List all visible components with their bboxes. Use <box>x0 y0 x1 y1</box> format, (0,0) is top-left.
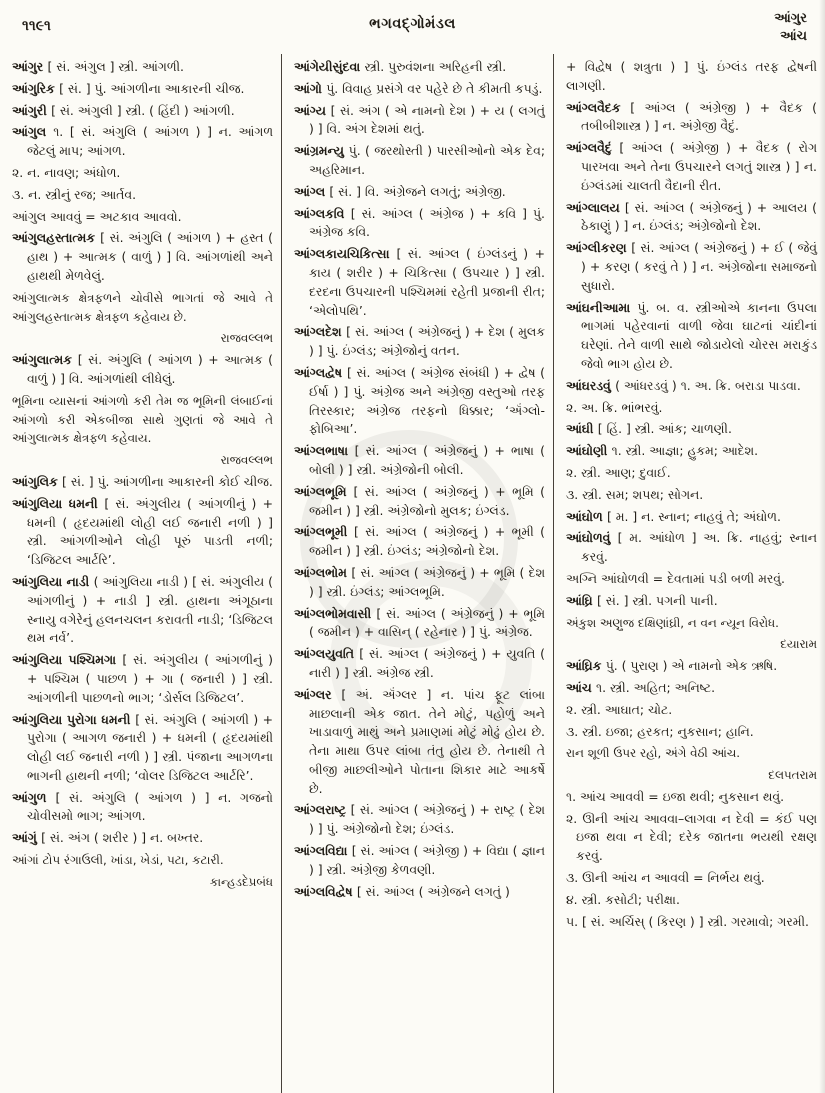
dictionary-entry: આંગ્લીકરણ [ સં. આંગ્લ ( અંગ્રેજનું ) + ઈ ( જેવું ) + કરણ ( કરવું તે ) ] ન. અંગ્રેજોના સમાજનો સુધારો. <box>566 240 817 293</box>
headword: આંગ્લભૂમિ <box>294 483 354 499</box>
dictionary-entry: આંગુલિયા નાડી ( આંગુલિયા નાડી ) [ સં. અંગુલીય ( આંગળીનું ) + નાડી ] સ્ત્રી. હાથના અંગૂઠાના સ્નાયુ વગેરેનું હલનચલન કરાવતી નાડી; ‘ડિજિટલ થમ નર્વ’. <box>12 573 274 646</box>
headword: આંગ્લકવિ <box>294 205 351 221</box>
dictionary-entry: આંગુલિયા ધમની [ સં. અંગુલીય ( આંગળીનું ) + ધમની ( હૃદયમાંથી લોહી લઈ જનારી નળી ) ] સ્ત્રી. આંગળીઓને લોહી પૂરું પાડતી નળી; ‘ડિજિટલ આર્ટરિ’. <box>12 495 273 568</box>
dictionary-entry: આંગ્લરાષ્ટ્ર [ સં. આંગ્લ ( અંગ્રેજનું ) + રાષ્ટ્ર ( દેશ ) ] પું. અંગ્રેજોનો દેશ; ઇંગ્લંડ. <box>294 802 545 837</box>
entry-sense: ૩. સ્ત્રી. ઇજા; હરકત; નુકસાન; હાનિ. <box>566 723 754 739</box>
entry-sense: ૨. ન. નાવણ; અંધોળ. <box>12 164 121 180</box>
dictionary-entry: આંઘી [ હિં. ] સ્ત્રી. આંક; ચાળણી. <box>566 421 732 437</box>
dictionary-columns <box>0 54 825 1093</box>
dictionary-entry: આંગ્લવૈદું [ આંગ્લ ( અંગ્રેજી ) + વૈદક ( રોગ પારખવા અને તેના ઉપચારને લગતું શાસ્ત્ર ) ] ન. ઇંગ્લંડમાં ચાલતી વૈદાની રીત. <box>566 140 818 193</box>
entry-sense: ૪. સ્ત્રી. કસોટી; પરીક્ષા. <box>566 891 680 907</box>
dictionary-entry: આંગ્લર [ અં. ઍંગ્લર ] ન. પાંચ ફૂટ લાંબા માછલાની એક જાત. તેને મોટું, પહોળું અને ખાડાવાળું માથું અને પ્રમાણમાં મોટું મોઢું હોય છે. તેના માથા ઉપર લાંબા તંતુ હોય છે. તેનાથી તે બીજી માછલીઓને પોતાના શિકાર માટે આકર્ષે છે. <box>294 686 545 796</box>
dictionary-entry: આંગ્લાલય [ સં. આંગ્લ ( અંગ્રેજનું ) + આલય ( ઠેકાણું ) ] ન. ઇંગ્લંડ; અંગ્રેજોનો દેશ. <box>566 199 817 234</box>
dictionary-entry: આંગ્લદ્વેષ [ સં. આંગ્લ ( અંગ્રેજ સંબંધી ) + દ્વેષ ( ઈર્ષા ) ] પું. અંગ્રેજ અને અંગ્રેજી વસ્તુઓ તરફ તિરસ્કાર; અંગ્રેજ તરફનો ધિક્કાર; ‘ઍંગ્લો-ફોબિઆ’. <box>294 364 545 437</box>
dictionary-entry: આંગ્ય [ સં. અંગ ( એ નામનો દેશ ) + ય ( લગતું ) ] વિ. અંગ દેશમાં થતું. <box>294 102 545 137</box>
headword: આંગુલિયા પશ્ચિમગા <box>12 652 123 668</box>
headword: આંગ્લવૈદક <box>566 99 631 115</box>
entry-sense: ૩. ન. સ્ત્રીનું રજ; આર્તવ. <box>12 186 137 202</box>
dictionary-entry: આંગ્લભૂમી [ સં. આંગ્લ ( અંગ્રેજનું ) + ભૂમી ( જમીન ) ] સ્ત્રી. ઇંગ્લંડ; અંગ્રેજોનો દેશ. <box>294 524 545 559</box>
entry-attribution: રાજવલ્લભ <box>220 331 273 346</box>
dictionary-entry: આંગ્લ [ સં. ] વિ. અંગ્રેજને લગતું; અંગ્રેજી. <box>294 183 506 199</box>
entry-note: આંગુલાત્મક ક્ષેત્રફળને ચોવીસે ભાગતાં જે આવે તે આંગુલહસ્તાત્મક ક્ષેત્રફળ કહેવાય છે. <box>12 290 273 324</box>
dictionary-entry: આંગુલિયા પુરોગા ધમની [ સં. અંગુલિ ( આંગળી ) + પુરોગા ( આગળ જનારી ) + ધમની ( હૃદયમાંથી લોહી લઈ જનારી નળી ) ] સ્ત્રી. પંજાના આગળના ભાગની હાથની નળી; ‘વોલર ડિજિટલ આર્ટરિ’. <box>12 711 273 783</box>
page-header <box>0 8 825 54</box>
headword: આંગ્લભાષા <box>294 443 355 459</box>
headword: આંગુલિક <box>12 473 63 489</box>
headword: આંગ્રમન્યુ <box>294 143 349 159</box>
dictionary-entry: આંગુલાત્મક [ સં. અંગુલિ ( આંગળ ) + આત્મક ( વાળું ) ] વિ. આંગળાંથી લીધેલું. <box>12 352 273 386</box>
headword: આંગુળ <box>12 789 56 805</box>
entry-idiom: અગ્નિ આંઘોળવી = દેવતામાં પડી બળી મરવું. <box>566 570 785 586</box>
dictionary-entry: આંગ્લકાયચિકિત્સા [ સં. આંગ્લ ( ઇંગ્લંડનું ) + કાય ( શરીર ) + ચિકિત્સા ( ઉપચાર ) ] સ્ત્રી. દરદના ઉપચારની પશ્ચિમમાં રહેતી પ્રજાની રીત; ‘એલોપથિ’. <box>294 246 545 318</box>
guide-word-first: આંગુર <box>774 11 807 26</box>
headword: આંગુલાત્મક <box>12 352 78 368</box>
entry-attribution: રાજવલ્લભ <box>220 453 273 468</box>
headword: આંગ્ય <box>294 102 331 118</box>
dictionary-entry: આંગ્લવિદ્યા [ સં. આંગ્લ ( અંગ્રેજી ) + વિદ્યા ( જ્ઞાન ) ] સ્ત્રી. અંગ્રેજી કેળવણી. <box>294 843 545 877</box>
headword: આંગ્લર <box>294 686 342 702</box>
dictionary-entry: આંચ ૧. સ્ત્રી. અહિત; અનિષ્ટ. <box>566 679 716 695</box>
dictionary-entry: આંગુલ ૧. [ સં. અંગુલિ ( આંગળ ) ] ન. આંગળ જેટલું માપ; આંગળ. <box>12 124 273 159</box>
dictionary-entry: આંગુલહસ્તાત્મક [ સં. અંગુલિ ( આંગળ ) + હસ્ત ( હાથ ) + આત્મક ( વાળું ) ] વિ. આંગળાંથી અને હાથથી મેળવેલું. <box>12 230 274 283</box>
entry-quote: અંકુશ અણુજ દક્ષિણાંઘ્રી, ન વન ન્યૂન વિરોધ. <box>566 615 779 630</box>
guide-word-last: આંચ <box>780 29 807 44</box>
dictionary-entry: આંગ્લદેશ [ સં. આંગ્લ ( અંગ્રેજનું ) + દેશ ( મુલક ) ] પું. ઇંગ્લંડ; અંગ્રેજોનું વતન. <box>294 324 545 359</box>
column-left <box>0 54 281 1093</box>
headword: આંઘી <box>566 421 598 437</box>
entry-quote: રાન શૂળી ઉપર રહો, અંગે વેઠી આંચ. <box>566 746 741 761</box>
dictionary-entry: આંગ્રમન્યુ પું. ( જરથોસ્તી ) પારસીઓનો એક દેવ; અહરિમાન. <box>294 143 545 177</box>
dictionary-entry: આંગુર [ સં. અંગુલ ] સ્ત્રી. આંગળી. <box>12 59 184 74</box>
headword: આંગ્લકાયચિકિત્સા <box>294 246 397 262</box>
dictionary-entry: આંગ્લયુવતિ [ સં. આંગ્લ ( અંગ્રેજનું ) + યુવતિ ( નારી ) ] સ્ત્રી. અંગ્રેજ સ્ત્રી. <box>294 646 546 680</box>
entry-idiom: ૨. ઊની આંચ આવવા–લાગવા ન દેવી = કંઈ પણ ઇજા થવા ન દેવી; દરેક જાતના ભયથી રક્ષણ કરવું. <box>566 810 817 864</box>
dictionary-entry: આંગ્લભાષા [ સં. આંગ્લ ( અંગ્રેજનું ) + ભાષા ( બોલી ) ] સ્ત્રી. અંગ્રેજોની બોલી. <box>294 443 545 477</box>
headword: આંગ્લદેશ <box>294 324 347 340</box>
headword: આંગ્લવિદ્વેષ <box>294 883 357 899</box>
entry-idiom: ૩. ઊની આંચ ન આવવી = નિર્ભય થવું. <box>566 870 765 886</box>
dictionary-entry: આંઘ્રિક પું. ( પુરાણ ) એ નામનો એક ઋષિ. <box>566 658 778 674</box>
entry-sense: ૫. [ સં. અર્ચિસ્ ( કિરણ ) ] સ્ત્રી. ગરમાવો; ગરમી. <box>566 913 809 929</box>
dictionary-entry: આંગ્લવિદ્વેષ [ સં. આંગ્લ ( અંગ્રેજને લગતું ) <box>294 883 510 899</box>
dictionary-entry: આંગુલિયા પશ્ચિમગા [ સં. અંગુલીય ( આંગળીનું ) + પશ્ચિમ ( પાછળ ) + ગા ( જનારી ) ] સ્ત્રી. આંગળીની પાછળનો ભાગ; ‘ડોર્સલ ડિજિટલ’. <box>12 652 273 705</box>
dictionary-entry: આંગ્લકવિ [ સં. આંગ્લ ( અંગ્રેજ ) + કવિ ] પું. અંગ્રેજ કવિ. <box>294 205 545 240</box>
headword: આંઘનીઆમા <box>566 299 638 315</box>
headword: આંગુલહસ્તાત્મક <box>12 230 101 246</box>
dictionary-entry: આંગુરી [ સં. અંગુલી ] સ્ત્રી. ( હિંદી ) આંગળી. <box>12 102 235 118</box>
headword: આંગુલિયા પુરોગા ધમની <box>12 711 136 727</box>
entry-idiom: આંગુલ આવવું = અટકાવ આવવો. <box>12 208 182 224</box>
headword: આંગ્લ <box>294 183 330 199</box>
dictionary-entry: આંઘોણી ૧. સ્ત્રી. આજ્ઞા; હુકમ; આદેશ. <box>566 443 759 459</box>
entry-cont: + વિદ્વેષ ( શત્રુતા ) ] પું. ઇંગ્લંડ તરફ દ્વેષની લાગણી. <box>566 59 817 93</box>
dictionary-entry: આંગો પું. વિવાહ પ્રસંગે વર પહેરે છે તે કીમતી કપડું. <box>294 80 543 96</box>
headword: આંગુલ <box>12 124 54 140</box>
dictionary-entry: આંગેયીસુંદવા સ્ત્રી. પુરુવંશના અરિહની સ્ત્રી. <box>294 59 507 74</box>
headword: આંગ્લવિદ્યા <box>294 843 352 859</box>
headword: આંગો <box>294 80 327 96</box>
dictionary-entry: આંઘોળવું [ મ. આંધોળ ] અ. ક્રિ. નાહવું; સ્નાન કરવું. <box>566 530 817 565</box>
dictionary-entry: આંઘરડવું ( આંધરડવું ) ૧. અ. ક્રિ. બરાડા પાડવા. <box>566 377 801 393</box>
headword: આંગ્લભોમવાસી <box>294 605 377 621</box>
dictionary-entry: આંઘોળ [ મ. ] ન. સ્નાન; નાહવું તે; અંઘોળ. <box>566 508 781 524</box>
dictionary-entry: આંઘનીઆમા પું. બ. વ. સ્ત્રીઓએ કાનના ઉપલા ભાગમાં પહેરવાનાં વાળી જેવા ઘાટનાં ચાંદીનાં ઘરેણાં. તેને વાળી સાથે જોડાયેલો ચોરસ મરાકુંડ જેવો ભાગ હોય છે. <box>566 299 817 371</box>
headword: આંગુરી <box>12 102 52 118</box>
headword: આંઘોળવું <box>566 530 618 546</box>
entry-quote: આંગાં ટોપ રંગાઉલી, ખાંડા, ખેડાં, પટા, કટારી. <box>12 853 224 868</box>
headword: આંગુલિયા ધમની <box>12 495 105 511</box>
headword: આંગ્લભોમ <box>294 564 352 580</box>
column-middle <box>281 54 553 1093</box>
entry-sense: ૨. સ્ત્રી. આઘાત; ચોટ. <box>566 701 673 717</box>
guide-words <box>774 10 807 46</box>
headword: આંગેયીસુંદવા <box>294 59 365 74</box>
headword: આંગુરિક <box>12 80 60 96</box>
dictionary-entry: આંગ્લભોમ [ સં. આંગ્લ ( અંગ્રેજનું ) + ભૂમિ ( દેશ ) ] સ્ત્રી. ઇંગ્લંડ; આંગ્લભૂમિ. <box>294 564 545 599</box>
page-number: ૧૧૯૧ <box>22 18 51 34</box>
headword: આંગ્લયુવતિ <box>294 646 360 662</box>
entry-attribution: કાન્હડદેપ્રબંધ <box>209 874 273 889</box>
headword: આંગ્લવૈદું <box>566 140 620 156</box>
entry-attribution: દયારામ <box>780 637 817 652</box>
headword: આંઘ્રિ <box>566 592 597 608</box>
dictionary-entry: આંગ્લવૈદક [ આંગ્લ ( અંગ્રેજી ) + વૈદક ( તબીબીશાસ્ત્ર ) ] ન. અંગ્રેજી વૈદું. <box>566 99 817 134</box>
page-title: ભગવદ્ગોમંડલ <box>369 16 456 32</box>
dictionary-entry: આંગુલિક [ સં. ] પું. આંગળીના આકારની કોઈ ચીજ. <box>12 473 273 489</box>
entry-sense: ૨. અ. ક્રિ. ભાંભરવું. <box>566 399 663 415</box>
entry-idiom: ૧. આંચ આવવી = ઇજા થવી; નુકસાન થવું. <box>566 788 785 804</box>
dictionary-entry: આંગ્લભોમવાસી [ સં. આંગ્લ ( અંગ્રેજનું ) + ભૂમિ ( જમીન ) + વાસિન્ ( રહેનાર ) ] પું. અંગ્રેજ. <box>294 605 545 640</box>
headword: આંઘોણી <box>566 443 612 459</box>
headword: આંગ્લીકરણ <box>566 240 632 256</box>
headword: આંગું <box>12 830 42 846</box>
entry-attribution: દલપતરામ <box>768 768 817 783</box>
headword: આંગ્લદ્વેષ <box>294 364 348 380</box>
dictionary-entry: આંગ્લભૂમિ [ સં. આંગ્લ ( અંગ્રેજનું ) + ભૂમિ ( જમીન ) ] સ્ત્રી. અંગ્રેજોનો મુલક; ઇંગ્લંડ. <box>294 483 545 518</box>
headword: આંઘરડવું <box>566 377 616 393</box>
entry-sense: ૩. સ્ત્રી. સમ; શપથ; સોગન. <box>566 486 704 502</box>
headword: આંગ્લાલય <box>566 199 625 215</box>
entry-note: ભૂમિના વ્યાસનાં આંગળો કરી તેમ જ ભૂમિની લંબાઈનાં આંગળો કરી એકબીજા સાથે ગુણતાં જે આવે તે આંગુલાત્મક ક્ષેત્રફળ કહેવાય. <box>12 393 273 446</box>
dictionary-entry: આંગુળ [ સં. અંગુલિ ( આંગળ ) ] ન. ગજનો ચોવીસમો ભાગ; આંગળ. <box>12 789 273 824</box>
dictionary-entry: આંઘ્રિ [ સં. ] સ્ત્રી. પગની પાની. <box>566 592 718 608</box>
dictionary-entry: આંગું [ સં. અંગ ( શરીર ) ] ન. બખ્તર. <box>12 830 204 846</box>
headword: આંગુર <box>12 59 48 74</box>
headword: આંગ્લરાષ્ટ્ર <box>294 802 351 818</box>
headword: આંઘ્રિક <box>566 658 606 674</box>
headword: આંઘોળ <box>566 508 607 524</box>
dictionary-entry: આંગુરિક [ સં. ] પું. આંગળીના આકારની ચીજ. <box>12 80 245 96</box>
headword: આંગુલિયા નાડી <box>12 573 94 589</box>
entry-sense: ૨. સ્ત્રી. આણ; દુવાઈ. <box>566 464 671 480</box>
headword: આંચ <box>566 679 596 695</box>
headword: આંગ્લભૂમી <box>294 524 355 540</box>
column-right <box>553 54 825 1093</box>
